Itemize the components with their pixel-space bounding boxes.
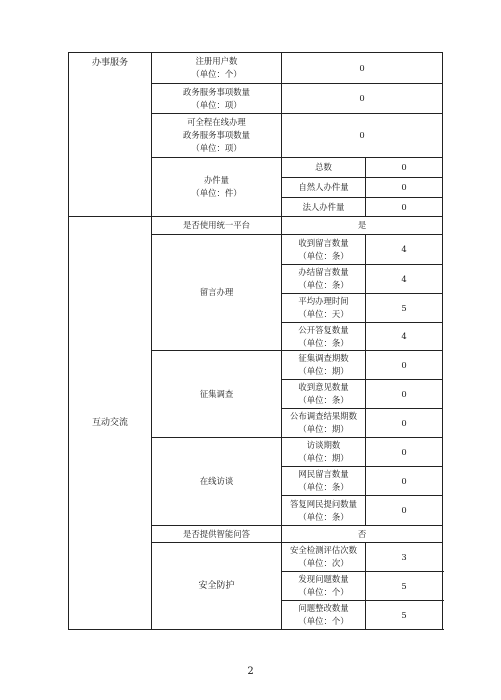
section-service-label: 办事服务: [69, 53, 152, 217]
platform-value: 是: [282, 217, 443, 235]
qa-value: 否: [282, 526, 443, 543]
row-label: 安全检测评估次数 （单位：次）: [282, 543, 366, 572]
item-value: 0: [366, 496, 443, 526]
row-value: 5: [366, 572, 443, 601]
item-label: 公布调查结果期数 （单位：期）: [282, 409, 366, 438]
item-value: 0: [366, 380, 443, 409]
item-value: 0: [366, 198, 443, 217]
item-label: 征集调查期数 （单位：期）: [282, 351, 366, 380]
item-label: 总数: [282, 158, 366, 178]
item-label: 网民留言数量 （单位：条）: [282, 467, 366, 496]
item-value: 5: [366, 294, 443, 323]
row-value: 3: [366, 543, 443, 572]
row-label: 政务服务事项数量 （单位：项）: [152, 84, 282, 114]
item-label: 平均办理时间 （单位：天）: [282, 294, 366, 323]
interview-label: 在线访谈: [152, 438, 282, 526]
item-label: 公开答复数量 （单位：条）: [282, 323, 366, 351]
item-label: 访谈期数 （单位：期）: [282, 438, 366, 467]
item-label: 答复网民提问数量 （单位：条）: [282, 496, 366, 526]
item-value: 0: [366, 409, 443, 438]
row-value: 5: [366, 601, 443, 630]
row-label: 注册用户数 （单位：个）: [152, 53, 282, 84]
section-security-label: 安全防护: [152, 543, 282, 630]
table-row: [69, 217, 443, 235]
item-value: 4: [366, 323, 443, 351]
item-value: 0: [366, 158, 443, 178]
row-value: 0: [282, 114, 443, 158]
section-interaction-label: 互动交流: [69, 217, 152, 630]
row-value: 0: [282, 84, 443, 114]
survey-label: 征集调查: [152, 351, 282, 438]
item-label: 法人办件量: [282, 198, 366, 217]
row-label: 问题整改数量 （单位：个）: [282, 601, 366, 630]
item-label: 自然人办件量: [282, 178, 366, 198]
table-row: [69, 53, 443, 84]
row-value: 0: [282, 53, 443, 84]
item-value: 0: [366, 351, 443, 380]
statistics-table: [68, 52, 443, 630]
item-label: 办结留言数量 （单位：条）: [282, 265, 366, 294]
platform-label: 是否使用统一平台: [152, 217, 282, 235]
item-value: 0: [366, 178, 443, 198]
item-value: 4: [366, 235, 443, 265]
item-label: 收到留言数量 （单位：条）: [282, 235, 366, 265]
page-number: 2: [247, 666, 254, 677]
qa-label: 是否提供智能问答: [152, 526, 282, 543]
row-label: 发现问题数量 （单位：个）: [282, 572, 366, 601]
messages-label: 留言办理: [152, 235, 282, 351]
item-label: 收到意见数量 （单位：条）: [282, 380, 366, 409]
row-label: 可全程在线办理 政务服务事项数量 （单位：项）: [152, 114, 282, 158]
item-value: 0: [366, 438, 443, 467]
item-value: 0: [366, 467, 443, 496]
item-value: 4: [366, 265, 443, 294]
cases-label: 办件量 （单位：件）: [152, 158, 282, 217]
